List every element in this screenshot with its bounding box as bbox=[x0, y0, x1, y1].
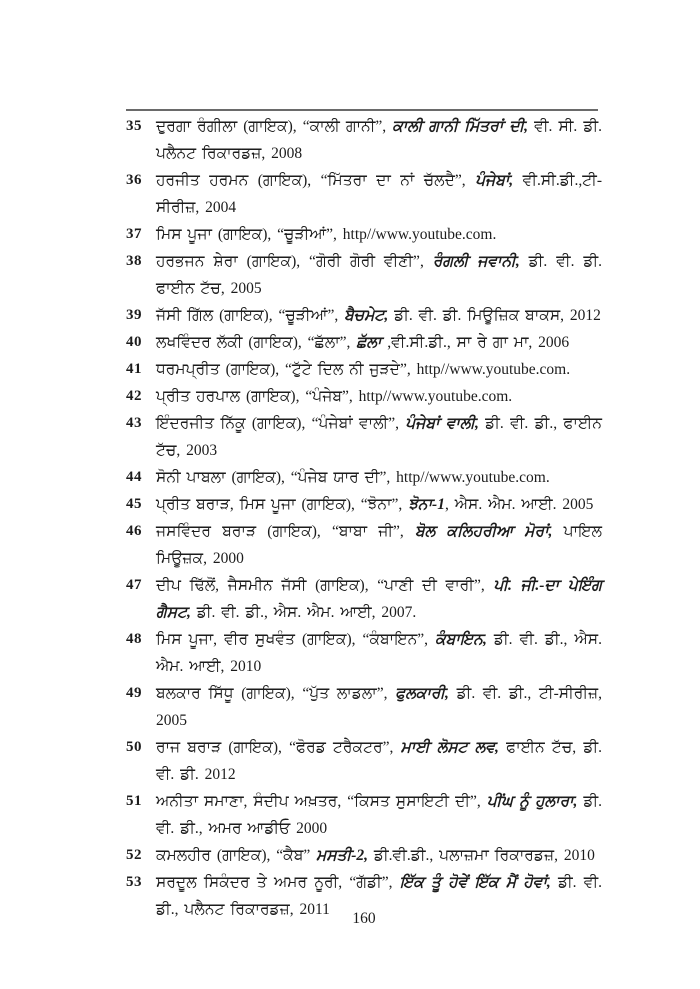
entry-text-segment: ਜਸਵਿੰਦਰ ਬਰਾੜ (ਗਾਇਕ), “ਬਾਬਾ ਜੀ”, bbox=[156, 523, 416, 540]
entry-text bbox=[156, 572, 602, 626]
reference-entry bbox=[126, 167, 602, 221]
reference-entry bbox=[126, 329, 602, 356]
entry-number: 47 bbox=[126, 577, 142, 593]
entry-text bbox=[156, 302, 602, 329]
entry-text bbox=[156, 464, 602, 491]
entry-text bbox=[156, 734, 602, 788]
entry-text-segment: ਜੱਸੀ ਗਿੱਲ (ਗਾਇਕ), “ਚੂੜੀਆਂ”, bbox=[156, 307, 345, 324]
reference-entry bbox=[126, 518, 602, 572]
entry-text-segment: ਮਿਸ ਪੂਜਾ, ਵੀਰ ਸੁਖਵੰਤ (ਗਾਇਕ), “ਕੰਬਾਇਨ”, bbox=[156, 631, 436, 648]
album-title: ਪੀ. ਜੀ.-ਦਾ ਪੇਇੰਗ ਗੈਸਟ, bbox=[156, 577, 602, 621]
page-number: 160 bbox=[352, 910, 376, 927]
album-title: ਫੁਲਕਾਰੀ, bbox=[395, 685, 449, 702]
entry-number: 39 bbox=[126, 307, 142, 323]
reference-entry bbox=[126, 788, 602, 842]
reference-entry bbox=[126, 734, 602, 788]
entry-number: 51 bbox=[126, 793, 142, 809]
entry-text-segment: ਦੁਰਗਾ ਰੰਗੀਲਾ (ਗਾਇਕ), “ਕਾਲੀ ਗਾਨੀ”, bbox=[156, 118, 393, 135]
entry-text bbox=[156, 410, 602, 464]
album-title: ਕਾਲੀ ਗਾਨੀ ਮਿੱਤਰਾਂ ਦੀ, bbox=[392, 118, 529, 135]
entry-text-segment: ਵੀ.ਸੀ.ਡੀ.,ਟੀ-ਸੀਰੀਜ਼, 2004 bbox=[156, 172, 602, 216]
entry-text-segment: ਹਰਜੀਤ ਹਰਮਨ (ਗਾਇਕ), “ਮਿੱਤਰਾ ਦਾ ਨਾਂ ਚੱਲਦੈ”, bbox=[156, 172, 476, 189]
entry-text-segment: ਡੀ. ਵੀ. ਡੀ., ਐਸ. ਐਮ. ਆਈ, 2007. bbox=[190, 604, 417, 621]
reference-entry bbox=[126, 464, 602, 491]
entry-text bbox=[156, 113, 602, 167]
entry-text bbox=[156, 842, 602, 869]
reference-entry bbox=[126, 221, 602, 248]
reference-list bbox=[126, 113, 602, 923]
entry-text-segment: ਡੀ. ਵੀ. ਡੀ., ਟੀ-ਸੀਰੀਜ਼, 2005 bbox=[156, 685, 602, 729]
entry-text bbox=[156, 248, 602, 302]
entry-text bbox=[156, 518, 602, 572]
entry-text-segment: ਡੀ. ਵੀ. ਡੀ., ਫਾਈਨ ਟੱਚ, 2003 bbox=[156, 415, 602, 459]
entry-text-segment: ਹਰਭਜਨ ਸ਼ੇਰਾ (ਗਾਇਕ), “ਗੋਰੀ ਗੋਰੀ ਵੀਣੀ”, bbox=[156, 253, 433, 270]
entry-text bbox=[156, 383, 602, 410]
album-title: ਛੱਲਾ bbox=[356, 334, 388, 351]
entry-text-segment: , ਐਸ. ਐਮ. ਆਈ. 2005 bbox=[444, 496, 594, 513]
entry-text-segment: ਇੰਦਰਜੀਤ ਨਿੱਕੂ (ਗਾਇਕ), “ਪੰਜੇਬਾਂ ਵਾਲੀ”, bbox=[156, 415, 406, 432]
entry-text-segment: ਰਾਜ ਬਰਾੜ (ਗਾਇਕ), “ਫੋਰਡ ਟਰੈਕਟਰ”, bbox=[156, 739, 401, 756]
reference-entry bbox=[126, 356, 602, 383]
entry-text-segment: ਮਿਸ ਪੂਜਾ (ਗਾਇਕ), “ਚੂੜੀਆਂ”, http//www.youtube.com. bbox=[156, 226, 497, 243]
entry-text-segment: ਵੀ. ਸੀ. ਡੀ. ਪਲੈਨਟ ਰਿਕਾਰਡਜ਼, 2008 bbox=[156, 118, 602, 162]
entry-text bbox=[156, 167, 602, 221]
entry-text-segment: ਦੀਪ ਢਿੱਲੋਂ, ਜੈਸਮੀਨ ਜੱਸੀ (ਗਾਇਕ), “ਪਾਣੀ ਦੀ ਵਾਰੀ”, bbox=[156, 577, 494, 594]
reference-entry bbox=[126, 491, 602, 518]
entry-text-segment: ਲਖਵਿੰਦਰ ਲੱਕੀ (ਗਾਇਕ), “ਛੱਲਾ”, bbox=[156, 334, 357, 351]
album-title: ਕੰਬਾਇਨ, bbox=[435, 631, 487, 648]
entry-text-segment: ਕਮਲਹੀਰ (ਗਾਇਕ), “ਕੈਬ” bbox=[156, 847, 317, 864]
entry-text-segment: ਪਾਇਲ ਮਿਊਜ਼ਕ, 2000 bbox=[156, 523, 602, 567]
entry-text-segment: ਡੀ. ਵੀ. ਡੀ., ਅਮਰ ਆਡੀਓ 2000 bbox=[156, 793, 602, 837]
reference-entry bbox=[126, 113, 602, 167]
reference-entry bbox=[126, 410, 602, 464]
album-title: ਪੰਜੇਬਾਂ ਵਾਲੀ, bbox=[405, 415, 479, 432]
entry-text-segment: ਫਾਈਨ ਟੱਚ, ਡੀ. ਵੀ. ਡੀ. 2012 bbox=[156, 739, 602, 783]
entry-text-segment: ਪ੍ਰੀਤ ਬਰਾੜ, ਮਿਸ ਪੂਜਾ (ਗਾਇਕ), “ਝੋਨਾ”, bbox=[156, 496, 409, 513]
reference-entry bbox=[126, 383, 602, 410]
entry-number: 48 bbox=[126, 631, 142, 647]
album-title: ਝੋਨਾ-1 bbox=[408, 496, 445, 513]
album-title: ਪੰਜੇਬਾਂ, bbox=[475, 172, 514, 189]
entry-number: 46 bbox=[126, 523, 142, 539]
entry-text bbox=[156, 788, 602, 842]
entry-number: 42 bbox=[126, 388, 142, 404]
album-title: ਰੰਗਲੀ ਜਵਾਨੀ, bbox=[432, 253, 520, 270]
entry-number: 37 bbox=[126, 226, 142, 242]
entry-number: 35 bbox=[126, 118, 142, 134]
reference-entry bbox=[126, 572, 602, 626]
entry-number: 36 bbox=[126, 172, 142, 188]
entry-text-segment: ਡੀ. ਵੀ. ਡੀ., ਐਸ. ਐਮ. ਆਈ, 2010 bbox=[156, 631, 602, 675]
entry-text-segment: ਡੀ. ਵੀ. ਡੀ. ਮਿਊਜ਼ਿਕ ਬਾਕਸ, 2012 bbox=[388, 307, 601, 324]
reference-entry bbox=[126, 842, 602, 869]
album-title: ਇੱਕ ਤੂੰ ਹੋਵੇਂ ਇੱਕ ਮੈਂ ਹੋਵਾਂ, bbox=[399, 874, 551, 891]
entry-number: 45 bbox=[126, 496, 142, 512]
entry-number: 53 bbox=[126, 874, 142, 890]
entry-text bbox=[156, 221, 602, 248]
entry-text-segment: ਅਨੀਤਾ ਸਮਾਣਾ, ਸੰਦੀਪ ਅਖ਼ਤਰ, “ਕਿਸਤ ਸੁਸਾਇਟੀ ਦੀ”, bbox=[156, 793, 487, 810]
entry-number: 50 bbox=[126, 739, 142, 755]
entry-text bbox=[156, 329, 602, 356]
entry-text bbox=[156, 680, 602, 734]
reference-entry bbox=[126, 626, 602, 680]
entry-text bbox=[156, 626, 602, 680]
album-title: ਮਾਈ ਲੋਸਟ ਲਵ, bbox=[400, 739, 499, 756]
entry-text-segment: ਸਰਦੂਲ ਸਿਕੰਦਰ ਤੇ ਅਮਰ ਨੂਰੀ, “ਗੱਡੀ”, bbox=[156, 874, 400, 891]
entry-text-segment: ਡੀ.ਵੀ.ਡੀ., ਪਲਾਜ਼ਮਾ ਰਿਕਾਰਡਜ਼, 2010 bbox=[368, 847, 595, 864]
entry-number: 43 bbox=[126, 415, 142, 431]
entry-text bbox=[156, 356, 602, 383]
entry-number: 44 bbox=[126, 469, 142, 485]
reference-entry bbox=[126, 248, 602, 302]
reference-entry bbox=[126, 680, 602, 734]
entry-number: 38 bbox=[126, 253, 142, 269]
album-title: ਬੈਚਮੇਟ, bbox=[344, 307, 389, 324]
entry-text bbox=[156, 491, 602, 518]
entry-number: 41 bbox=[126, 361, 142, 377]
header-rule bbox=[126, 109, 598, 111]
entry-text-segment: ,ਵੀ.ਸੀ.ਡੀ., ਸਾ ਰੇ ਗਾ ਮਾ, 2006 bbox=[387, 334, 570, 351]
entry-number: 49 bbox=[126, 685, 142, 701]
entry-number: 52 bbox=[126, 847, 142, 863]
entry-text-segment: ਸੋਨੀ ਪਾਬਲਾ (ਗਾਇਕ), “ਪੰਜੇਬ ਯਾਰ ਦੀ”, http//www.youtube.com. bbox=[156, 469, 550, 486]
entry-text-segment: ਪ੍ਰੀਤ ਹਰਪਾਲ (ਗਾਇਕ), “ਪੰਜੇਬ”, http//www.youtube.com. bbox=[156, 388, 513, 405]
album-title: ਮਸਤੀ-2, bbox=[316, 847, 369, 864]
entry-number: 40 bbox=[126, 334, 142, 350]
entry-text-segment: ਬਲਕਾਰ ਸਿੱਧੂ (ਗਾਇਕ), “ਪੁੱਤ ਲਾਡਲਾ”, bbox=[156, 685, 396, 702]
reference-entry bbox=[126, 302, 602, 329]
album-title: ਪੀਂਘ ਨੂੰ ਹੁਲਾਰਾ, bbox=[486, 793, 578, 810]
entry-text-segment: ਧਰਮਪ੍ਰੀਤ (ਗਾਇਕ), “ਟੁੱਟੇ ਦਿਲ ਨੀ ਜੁੜਦੇ”, http//www.youtube.com. bbox=[156, 361, 571, 378]
entry-text-segment: ਡੀ. ਵੀ. ਡੀ., ਪਲੈਨਟ ਰਿਕਾਰਡਜ਼, 2011 bbox=[156, 874, 603, 918]
entry-text-segment: ਡੀ. ਵੀ. ਡੀ. ਫਾਈਨ ਟੱਚ, 2005 bbox=[156, 253, 602, 297]
album-title: ਬੋਲ ਕਲਿਹਰੀਆ ਮੋਰਾਂ, bbox=[415, 523, 553, 540]
